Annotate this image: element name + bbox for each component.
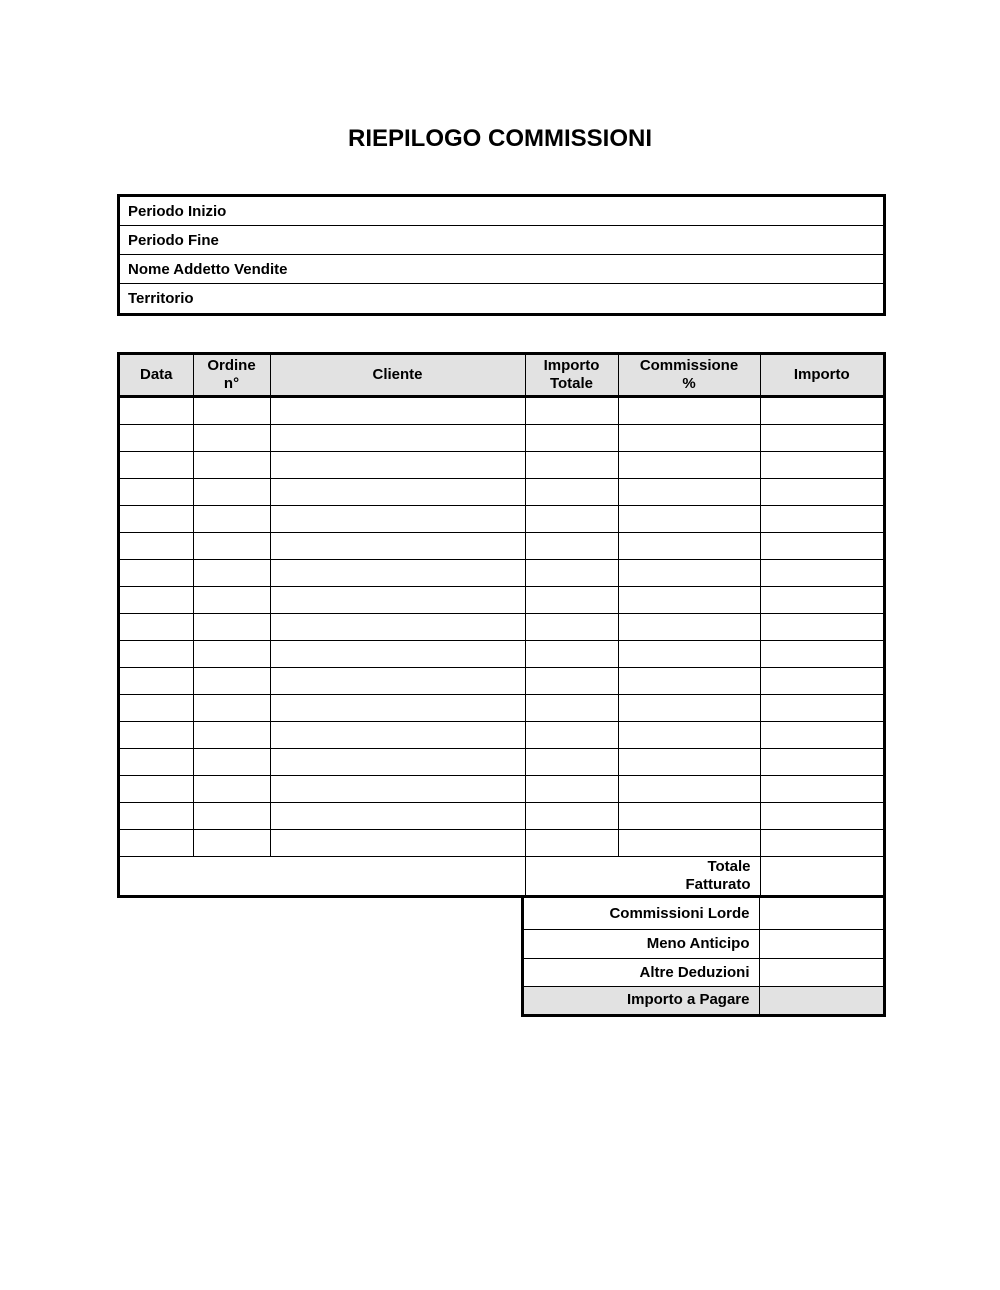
cell-importo[interactable]	[760, 695, 883, 722]
cell-ordine[interactable]	[193, 695, 270, 722]
cell-data[interactable]	[120, 830, 193, 857]
cell-commissione[interactable]	[618, 722, 760, 749]
cell-cliente[interactable]	[270, 695, 525, 722]
cell-importo-totale[interactable]	[525, 722, 618, 749]
info-periodo-inizio[interactable]: Periodo Inizio	[120, 197, 883, 226]
cell-cliente[interactable]	[270, 614, 525, 641]
cell-cliente[interactable]	[270, 452, 525, 479]
cell-cliente[interactable]	[270, 749, 525, 776]
table-row	[120, 452, 883, 479]
cell-commissione[interactable]	[618, 397, 760, 425]
table-row	[120, 533, 883, 560]
cell-cliente[interactable]	[270, 668, 525, 695]
cell-ordine[interactable]	[193, 533, 270, 560]
cell-importo[interactable]	[760, 425, 883, 452]
cell-commissione[interactable]	[618, 452, 760, 479]
meno-anticipo-value[interactable]	[759, 930, 883, 959]
table-row	[120, 560, 883, 587]
table-row	[120, 506, 883, 533]
cell-importo[interactable]	[760, 397, 883, 425]
cell-importo-totale[interactable]	[525, 560, 618, 587]
totale-fatturato-label: Totale Fatturato	[525, 857, 760, 896]
cell-importo-totale[interactable]	[525, 695, 618, 722]
totale-fatturato-row	[120, 857, 883, 896]
cell-importo[interactable]	[760, 587, 883, 614]
summary-box	[521, 895, 886, 1017]
table-row	[120, 830, 883, 857]
cell-importo-totale[interactable]	[525, 587, 618, 614]
commissioni-lorde-label: Commissioni Lorde	[524, 897, 759, 930]
cell-importo-totale[interactable]	[525, 533, 618, 560]
cell-data[interactable]	[120, 614, 193, 641]
cell-ordine[interactable]	[193, 425, 270, 452]
totale-fatturato-value[interactable]	[760, 857, 883, 896]
table-row	[120, 722, 883, 749]
cell-data[interactable]	[120, 776, 193, 803]
cell-importo[interactable]	[760, 641, 883, 668]
cell-data[interactable]	[120, 587, 193, 614]
cell-cliente[interactable]	[270, 803, 525, 830]
cell-commissione[interactable]	[618, 560, 760, 587]
cell-importo[interactable]	[760, 749, 883, 776]
cell-commissione[interactable]	[618, 695, 760, 722]
table-row	[120, 587, 883, 614]
cell-ordine[interactable]	[193, 587, 270, 614]
cell-data[interactable]	[120, 668, 193, 695]
cell-ordine[interactable]	[193, 641, 270, 668]
cell-commissione[interactable]	[618, 803, 760, 830]
cell-cliente[interactable]	[270, 722, 525, 749]
cell-cliente[interactable]	[270, 479, 525, 506]
cell-importo[interactable]	[760, 803, 883, 830]
col-header-importo: Importo	[760, 355, 883, 397]
cell-cliente[interactable]	[270, 397, 525, 425]
importo-a-pagare-row	[524, 987, 883, 1014]
table-row	[120, 668, 883, 695]
cell-importo-totale[interactable]	[525, 668, 618, 695]
cell-data[interactable]	[120, 749, 193, 776]
importo-a-pagare-label: Importo a Pagare	[524, 987, 759, 1014]
cell-commissione[interactable]	[618, 668, 760, 695]
cell-commissione[interactable]	[618, 479, 760, 506]
cell-importo-totale[interactable]	[525, 479, 618, 506]
altre-deduzioni-value[interactable]	[759, 959, 883, 987]
col-header-data: Data	[120, 355, 193, 397]
cell-ordine[interactable]	[193, 803, 270, 830]
cell-data[interactable]	[120, 560, 193, 587]
cell-ordine[interactable]	[193, 749, 270, 776]
blank-area	[120, 857, 525, 896]
cell-commissione[interactable]	[618, 776, 760, 803]
col-header-commissione: Commissione %	[618, 355, 760, 397]
cell-data[interactable]	[120, 722, 193, 749]
cell-importo-totale[interactable]	[525, 776, 618, 803]
table-row	[120, 479, 883, 506]
cell-data[interactable]	[120, 452, 193, 479]
cell-importo[interactable]	[760, 776, 883, 803]
cell-data[interactable]	[120, 641, 193, 668]
altre-deduzioni-label: Altre Deduzioni	[524, 959, 759, 987]
cell-data[interactable]	[120, 425, 193, 452]
importo-a-pagare-value[interactable]	[759, 987, 883, 1014]
cell-cliente[interactable]	[270, 776, 525, 803]
meno-anticipo-label: Meno Anticipo	[524, 930, 759, 959]
table-row	[120, 803, 883, 830]
table-row	[120, 397, 883, 425]
cell-commissione[interactable]	[618, 830, 760, 857]
info-nome-addetto[interactable]: Nome Addetto Vendite	[120, 255, 883, 284]
cell-ordine[interactable]	[193, 560, 270, 587]
cell-data[interactable]	[120, 533, 193, 560]
cell-ordine[interactable]	[193, 506, 270, 533]
cell-importo[interactable]	[760, 560, 883, 587]
cell-importo[interactable]	[760, 830, 883, 857]
cell-importo[interactable]	[760, 533, 883, 560]
cell-data[interactable]	[120, 397, 193, 425]
info-box	[117, 194, 886, 316]
table-row	[120, 776, 883, 803]
cell-cliente[interactable]	[270, 533, 525, 560]
cell-importo-totale[interactable]	[525, 452, 618, 479]
cell-importo[interactable]	[760, 614, 883, 641]
cell-data[interactable]	[120, 803, 193, 830]
cell-ordine[interactable]	[193, 830, 270, 857]
cell-ordine[interactable]	[193, 452, 270, 479]
cell-importo[interactable]	[760, 722, 883, 749]
cell-importo-totale[interactable]	[525, 830, 618, 857]
col-header-cliente: Cliente	[270, 355, 525, 397]
cell-importo-totale[interactable]	[525, 641, 618, 668]
commissioni-lorde-value[interactable]	[759, 897, 883, 930]
cell-cliente[interactable]	[270, 425, 525, 452]
table-row	[120, 695, 883, 722]
cell-importo-totale[interactable]	[525, 425, 618, 452]
cell-ordine[interactable]	[193, 668, 270, 695]
cell-commissione[interactable]	[618, 749, 760, 776]
cell-commissione[interactable]	[618, 506, 760, 533]
cell-data[interactable]	[120, 479, 193, 506]
cell-ordine[interactable]	[193, 614, 270, 641]
cell-ordine[interactable]	[193, 776, 270, 803]
cell-commissione[interactable]	[618, 614, 760, 641]
cell-cliente[interactable]	[270, 641, 525, 668]
cell-commissione[interactable]	[618, 533, 760, 560]
cell-importo-totale[interactable]	[525, 506, 618, 533]
cell-ordine[interactable]	[193, 479, 270, 506]
cell-cliente[interactable]	[270, 506, 525, 533]
cell-ordine[interactable]	[193, 397, 270, 425]
cell-cliente[interactable]	[270, 560, 525, 587]
info-territorio[interactable]: Territorio	[128, 290, 194, 307]
table-row	[120, 641, 883, 668]
table-row	[120, 614, 883, 641]
meno-anticipo-row	[524, 930, 883, 959]
cell-importo[interactable]	[760, 479, 883, 506]
cell-commissione[interactable]	[618, 587, 760, 614]
cell-importo[interactable]	[760, 452, 883, 479]
col-header-importo-totale: Importo Totale	[525, 355, 618, 397]
cell-cliente[interactable]	[270, 587, 525, 614]
cell-commissione[interactable]	[618, 425, 760, 452]
table-row	[120, 749, 883, 776]
table-header-row	[120, 355, 883, 397]
cell-importo-totale[interactable]	[525, 397, 618, 425]
table-row	[120, 425, 883, 452]
cell-importo[interactable]	[760, 506, 883, 533]
cell-cliente[interactable]	[270, 830, 525, 857]
cell-data[interactable]	[120, 695, 193, 722]
cell-importo-totale[interactable]	[525, 749, 618, 776]
cell-commissione[interactable]	[618, 641, 760, 668]
info-periodo-fine[interactable]: Periodo Fine	[120, 226, 883, 255]
col-header-ordine: Ordine n°	[193, 355, 270, 397]
cell-data[interactable]	[120, 506, 193, 533]
cell-importo-totale[interactable]	[525, 614, 618, 641]
commission-table	[117, 352, 886, 898]
page-title: RIEPILOGO COMMISSIONI	[347, 125, 653, 152]
commissioni-lorde-row	[524, 897, 883, 930]
altre-deduzioni-row	[524, 959, 883, 987]
cell-importo-totale[interactable]	[525, 803, 618, 830]
cell-importo[interactable]	[760, 668, 883, 695]
cell-ordine[interactable]	[193, 722, 270, 749]
